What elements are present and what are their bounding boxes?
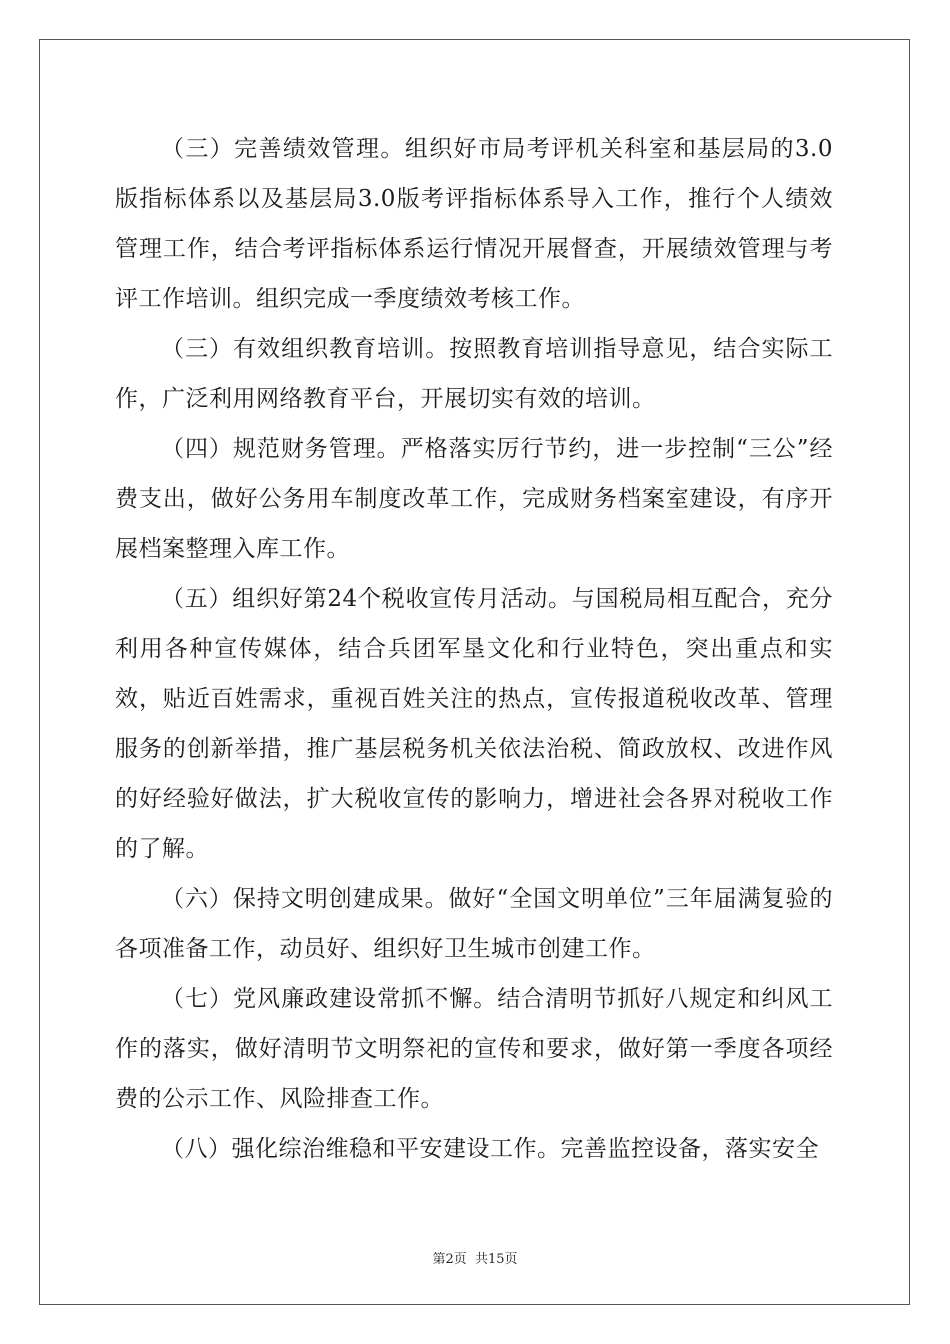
- document-body: [115, 124, 833, 1174]
- page-number: 第2页: [432, 1252, 467, 1267]
- paragraph-6: （七）党风廉政建设常抓不懈。结合清明节抓好八规定和纠风工作的落实，做好清明节文明祭祀的宣传和要求，做好第一季度各项经费的公示工作、风险排查工作。: [115, 986, 833, 1112]
- page-total: 共15页: [474, 1252, 518, 1267]
- paragraph-3: （四）规范财务管理。严格落实厉行节约，进一步控制“三公”经费支出，做好公务用车制度改革工作，完成财务档案室建设，有序开展档案整理入库工作。: [115, 436, 833, 562]
- paragraph-7: （八）强化综治维稳和平安建设工作。完善监控设备，落实安全: [161, 1136, 819, 1162]
- paragraph-5: （六）保持文明创建成果。做好“全国文明单位”三年届满复验的各项准备工作，动员好、组织好卫生城市创建工作。: [115, 886, 833, 962]
- paragraph-4: （五）组织好第24个税收宣传月活动。与国税局相互配合，充分利用各种宣传媒体，结合兵团军垦文化和行业特色，突出重点和实效，贴近百姓需求，重视百姓关注的热点，宣传报道税收改革、管理服务的创新举措，推广基层税务机关依法治税、简政放权、改进作风的好经验好做法，扩大税收宣传的影响力，增进社会各界对税收工作的了解。: [115, 586, 833, 862]
- paragraph-1: （三）完善绩效管理。组织好市局考评机关科室和基层局的3.0版指标体系以及基层局3.0版考评指标体系导入工作，推行个人绩效管理工作，结合考评指标体系运行情况开展督查，开展绩效管理与考评工作培训。组织完成一季度绩效考核工作。: [115, 136, 833, 312]
- page-footer: [0, 1248, 950, 1267]
- paragraph-2: （三）有效组织教育培训。按照教育培训指导意见，结合实际工作，广泛利用网络教育平台，开展切实有效的培训。: [115, 336, 833, 412]
